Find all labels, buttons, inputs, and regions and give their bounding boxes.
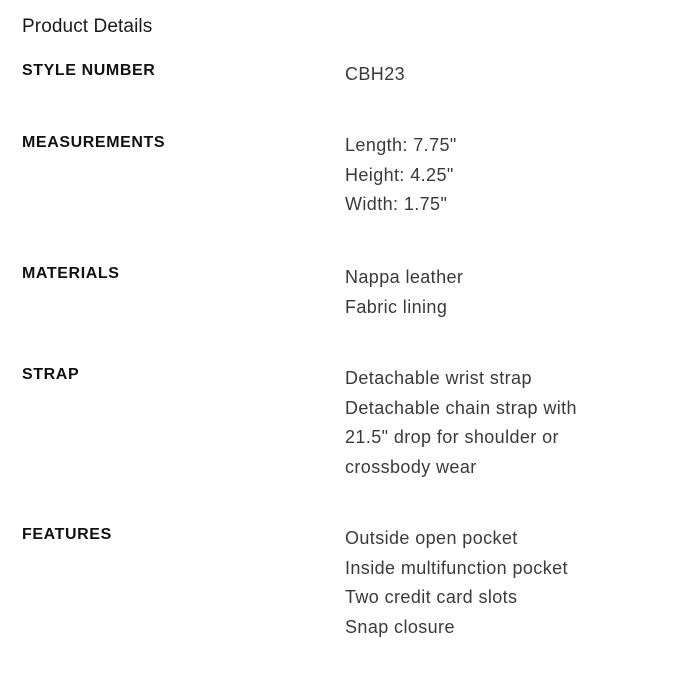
detail-values [345,131,665,220]
detail-value: Snap closure [345,616,455,637]
detail-values [345,263,665,322]
detail-value: Height: 4.25" [345,164,454,185]
detail-value: Length: 7.75" [345,135,457,155]
detail-label: STYLE NUMBER [22,62,156,79]
detail-value: Nappa leather [345,267,464,287]
detail-label: MEASUREMENTS [22,134,166,151]
detail-label: MATERIALS [22,265,120,282]
detail-value: Detachable wrist strap [345,368,532,388]
detail-value: Width: 1.75" [345,194,448,214]
detail-values [345,364,665,482]
detail-label: FEATURES [22,526,112,543]
detail-value: Fabric lining [345,296,448,317]
detail-value: Detachable chain strap with [345,397,577,418]
detail-value: Outside open pocket [345,528,518,548]
detail-value: Inside multifunction pocket [345,557,568,578]
detail-label: STRAP [22,366,80,383]
detail-value: Two credit card slots [345,587,518,607]
detail-values [345,60,665,90]
detail-values [345,524,665,642]
detail-value: CBH23 [345,64,406,84]
detail-value: 21.5" drop for shoulder or [345,427,559,447]
detail-value: crossbody wear [345,456,477,477]
page-title: Product Details [22,16,153,37]
